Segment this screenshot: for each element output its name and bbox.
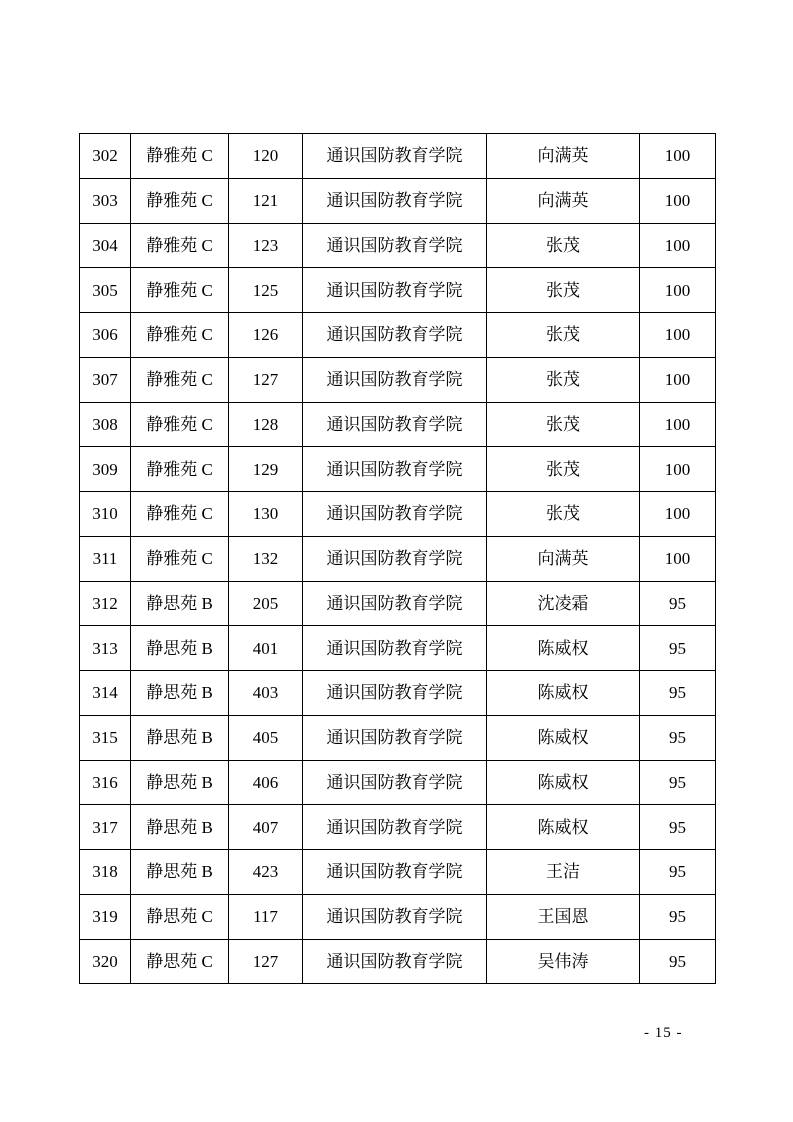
score-cell: 100 — [640, 492, 716, 537]
college-cell: 通识国防教育学院 — [303, 268, 487, 313]
college-cell: 通识国防教育学院 — [303, 447, 487, 492]
row-number-cell: 309 — [80, 447, 131, 492]
room-number-cell: 130 — [229, 492, 303, 537]
score-cell: 100 — [640, 357, 716, 402]
building-cell: 静雅苑 C — [131, 447, 229, 492]
counselor-cell: 张茂 — [487, 357, 640, 402]
score-cell: 95 — [640, 671, 716, 716]
college-cell: 通识国防教育学院 — [303, 939, 487, 984]
table-row — [80, 850, 716, 895]
row-number-cell: 314 — [80, 671, 131, 716]
table-row — [80, 402, 716, 447]
building-cell: 静雅苑 C — [131, 492, 229, 537]
score-cell: 100 — [640, 536, 716, 581]
row-number-cell: 306 — [80, 313, 131, 358]
counselor-cell: 陈威权 — [487, 671, 640, 716]
college-cell: 通识国防教育学院 — [303, 402, 487, 447]
room-number-cell: 407 — [229, 805, 303, 850]
building-cell: 静雅苑 C — [131, 402, 229, 447]
score-cell: 95 — [640, 760, 716, 805]
building-cell: 静雅苑 C — [131, 357, 229, 402]
room-number-cell: 127 — [229, 357, 303, 402]
row-number-cell: 318 — [80, 850, 131, 895]
college-cell: 通识国防教育学院 — [303, 850, 487, 895]
score-cell: 95 — [640, 581, 716, 626]
building-cell: 静雅苑 C — [131, 223, 229, 268]
counselor-cell: 陈威权 — [487, 715, 640, 760]
table-row — [80, 313, 716, 358]
college-cell: 通识国防教育学院 — [303, 581, 487, 626]
building-cell: 静雅苑 C — [131, 134, 229, 179]
score-cell: 100 — [640, 223, 716, 268]
room-number-cell: 125 — [229, 268, 303, 313]
table-row — [80, 760, 716, 805]
building-cell: 静思苑 C — [131, 894, 229, 939]
row-number-cell: 319 — [80, 894, 131, 939]
table-row — [80, 134, 716, 179]
college-cell: 通识国防教育学院 — [303, 178, 487, 223]
row-number-cell: 308 — [80, 402, 131, 447]
score-cell: 100 — [640, 402, 716, 447]
college-cell: 通识国防教育学院 — [303, 894, 487, 939]
score-cell: 100 — [640, 178, 716, 223]
counselor-cell: 张茂 — [487, 492, 640, 537]
room-number-cell: 120 — [229, 134, 303, 179]
table-row — [80, 492, 716, 537]
college-cell: 通识国防教育学院 — [303, 223, 487, 268]
score-cell: 95 — [640, 850, 716, 895]
row-number-cell: 316 — [80, 760, 131, 805]
score-cell: 95 — [640, 939, 716, 984]
row-number-cell: 304 — [80, 223, 131, 268]
table-row — [80, 223, 716, 268]
room-number-cell: 129 — [229, 447, 303, 492]
counselor-cell: 张茂 — [487, 223, 640, 268]
table-row — [80, 447, 716, 492]
college-cell: 通识国防教育学院 — [303, 715, 487, 760]
room-number-cell: 205 — [229, 581, 303, 626]
counselor-cell: 张茂 — [487, 313, 640, 358]
table-body — [80, 134, 716, 984]
building-cell: 静雅苑 C — [131, 313, 229, 358]
score-cell: 95 — [640, 894, 716, 939]
row-number-cell: 307 — [80, 357, 131, 402]
score-cell: 100 — [640, 268, 716, 313]
college-cell: 通识国防教育学院 — [303, 671, 487, 716]
table-row — [80, 805, 716, 850]
row-number-cell: 311 — [80, 536, 131, 581]
building-cell: 静思苑 B — [131, 626, 229, 671]
room-number-cell: 132 — [229, 536, 303, 581]
row-number-cell: 305 — [80, 268, 131, 313]
row-number-cell: 320 — [80, 939, 131, 984]
counselor-cell: 吴伟涛 — [487, 939, 640, 984]
row-number-cell: 317 — [80, 805, 131, 850]
counselor-cell: 沈凌霜 — [487, 581, 640, 626]
counselor-cell: 向满英 — [487, 134, 640, 179]
row-number-cell: 302 — [80, 134, 131, 179]
counselor-cell: 向满英 — [487, 536, 640, 581]
college-cell: 通识国防教育学院 — [303, 760, 487, 805]
room-number-cell: 127 — [229, 939, 303, 984]
counselor-cell: 王洁 — [487, 850, 640, 895]
counselor-cell: 陈威权 — [487, 760, 640, 805]
table-row — [80, 268, 716, 313]
table-row — [80, 939, 716, 984]
college-cell: 通识国防教育学院 — [303, 626, 487, 671]
row-number-cell: 313 — [80, 626, 131, 671]
room-number-cell: 121 — [229, 178, 303, 223]
college-cell: 通识国防教育学院 — [303, 313, 487, 358]
college-cell: 通识国防教育学院 — [303, 134, 487, 179]
page-number: - 15 - — [644, 1025, 683, 1041]
room-number-cell: 423 — [229, 850, 303, 895]
table-row — [80, 626, 716, 671]
room-number-cell: 117 — [229, 894, 303, 939]
table-row — [80, 894, 716, 939]
table-row — [80, 671, 716, 716]
table-row — [80, 581, 716, 626]
score-cell: 95 — [640, 626, 716, 671]
table-row — [80, 715, 716, 760]
row-number-cell: 310 — [80, 492, 131, 537]
score-cell: 100 — [640, 447, 716, 492]
row-number-cell: 312 — [80, 581, 131, 626]
room-number-cell: 406 — [229, 760, 303, 805]
score-cell: 95 — [640, 805, 716, 850]
building-cell: 静雅苑 C — [131, 178, 229, 223]
row-number-cell: 303 — [80, 178, 131, 223]
counselor-cell: 陈威权 — [487, 626, 640, 671]
room-number-cell: 128 — [229, 402, 303, 447]
college-cell: 通识国防教育学院 — [303, 492, 487, 537]
room-number-cell: 403 — [229, 671, 303, 716]
college-cell: 通识国防教育学院 — [303, 357, 487, 402]
building-cell: 静雅苑 C — [131, 536, 229, 581]
room-number-cell: 401 — [229, 626, 303, 671]
table-row — [80, 178, 716, 223]
counselor-cell: 张茂 — [487, 402, 640, 447]
building-cell: 静思苑 B — [131, 715, 229, 760]
counselor-cell: 张茂 — [487, 447, 640, 492]
college-cell: 通识国防教育学院 — [303, 536, 487, 581]
dormitory-score-table — [79, 133, 716, 984]
counselor-cell: 陈威权 — [487, 805, 640, 850]
counselor-cell: 王国恩 — [487, 894, 640, 939]
building-cell: 静思苑 B — [131, 850, 229, 895]
score-cell: 100 — [640, 313, 716, 358]
table-row — [80, 536, 716, 581]
table-row — [80, 357, 716, 402]
room-number-cell: 405 — [229, 715, 303, 760]
counselor-cell: 张茂 — [487, 268, 640, 313]
room-number-cell: 126 — [229, 313, 303, 358]
building-cell: 静思苑 B — [131, 581, 229, 626]
building-cell: 静雅苑 C — [131, 268, 229, 313]
building-cell: 静思苑 C — [131, 939, 229, 984]
college-cell: 通识国防教育学院 — [303, 805, 487, 850]
building-cell: 静思苑 B — [131, 805, 229, 850]
room-number-cell: 123 — [229, 223, 303, 268]
score-cell: 95 — [640, 715, 716, 760]
counselor-cell: 向满英 — [487, 178, 640, 223]
building-cell: 静思苑 B — [131, 671, 229, 716]
building-cell: 静思苑 B — [131, 760, 229, 805]
score-cell: 100 — [640, 134, 716, 179]
row-number-cell: 315 — [80, 715, 131, 760]
